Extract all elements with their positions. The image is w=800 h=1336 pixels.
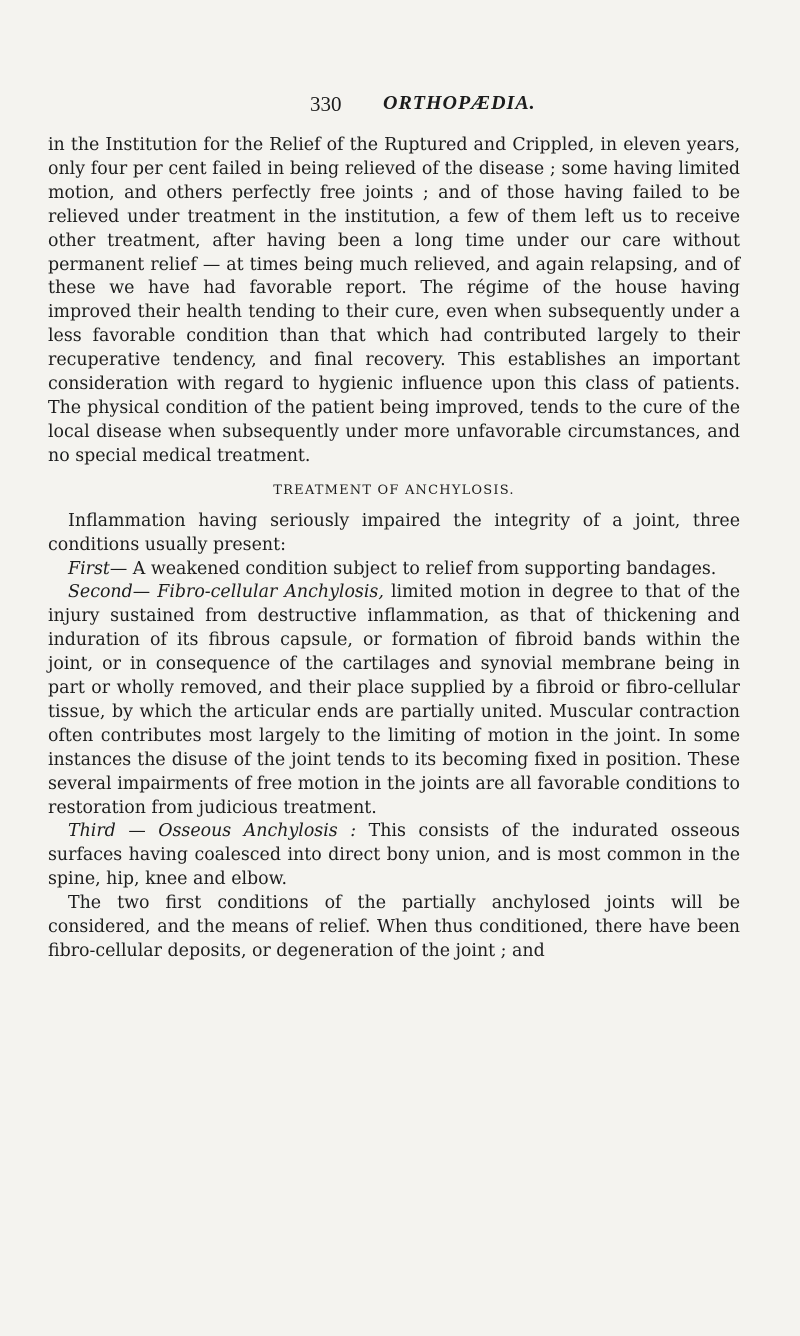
condition-first-dash: — <box>109 558 133 579</box>
condition-third-term: Third <box>68 821 116 842</box>
condition-first-term: First <box>68 558 110 579</box>
condition-third-text: This consists of the indurated osseous surfaces having coalesced into direct bony union, and is most common in the spine, hip, knee and elbow. <box>48 821 740 890</box>
section-heading: TREATMENT OF ANCHYLOSIS. <box>273 482 515 498</box>
page-number: 330 <box>310 92 342 116</box>
condition-third <box>48 820 740 892</box>
body-text <box>48 134 740 964</box>
condition-second-subterm: Fibro-cellular Anchylosis, <box>157 582 384 603</box>
paragraph-institution-results: in the Institution for the Relief of the Ruptured and Crippled, in eleven years, only four per cent failed in being relieved of the disease ; some having limited motion, and others perfectly free joints ; and of those having failed to be relieved under treatment in the institution, a few of them left us to receive other treatment, after having been a long time under our care without permanent relief — at times being much relieved, and again relapsing, and of these we have had favorable report. The régime of the house having improved their health tending to their cure, even when subsequently under a less favorable condition than that which had contributed largely to their recuperative tendency, and final recovery. This establishes an important consideration with regard to hygienic influence upon this class of patients. The physical condition of the patient being improved, tends to the cure of the local disease when subsequently under more unfavorable circumstances, and no special medical treatment. <box>48 135 740 466</box>
condition-third-dash: — <box>115 821 159 842</box>
running-title: ORTHOPÆDIA. <box>383 92 536 114</box>
condition-second <box>48 581 740 820</box>
condition-second-text: limited motion in degree to that of the injury sustained from destructive inflammation, as that of thickening and induration of its fibrous capsule, or formation of fibroid bands within the joint, or in consequence of the cartilages and synovial membrane being in part or wholly removed, and their place supplied by a fibroid or fibro-cellular tissue, by which the articular ends are partially united. Muscular contraction often contributes most largely to the limiting of motion in the joint. In some instances the disuse of the joint tends to its becoming fixed in position. These several impairments of free motion in the joints are all favorable conditions to restoration from judicious treatment. <box>48 582 741 818</box>
paragraph-intro: Inflammation having seriously impaired the integrity of a joint, three conditions usually present: <box>48 510 740 555</box>
running-head <box>48 92 740 114</box>
condition-second-dash: — <box>132 582 158 603</box>
condition-first <box>48 558 740 582</box>
paragraph-closing: The two first conditions of the partially anchylosed joints will be considered, and the means of relief. When thus conditioned, there have been fibro-cellular deposits, or degeneration of the joint ; and <box>48 893 740 961</box>
book-page <box>48 92 740 964</box>
condition-third-subterm: Osseous Anchylosis : <box>158 821 357 842</box>
condition-first-text: A weakened condition subject to relief from supporting bandages. <box>132 558 717 579</box>
condition-second-term: Second <box>68 582 133 603</box>
